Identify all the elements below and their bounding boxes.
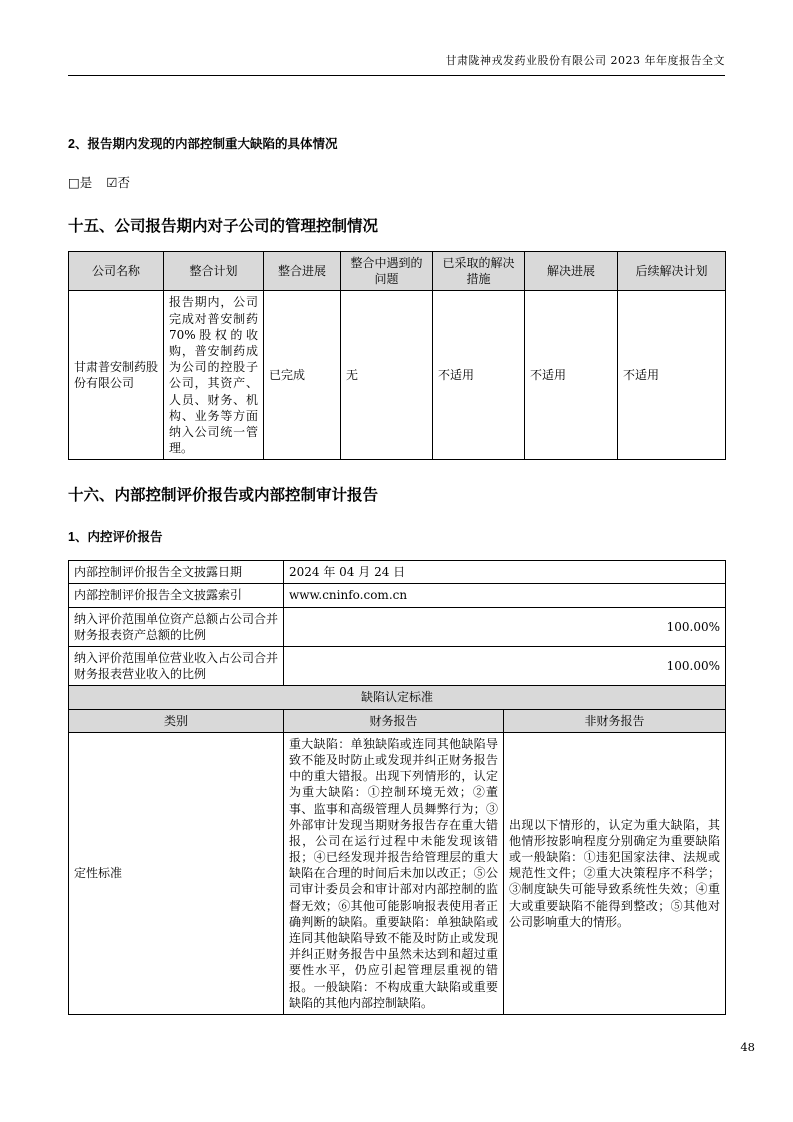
defect-column-header-row: [69, 709, 726, 732]
cell-disclosure-index-label: 内部控制评价报告全文披露索引: [69, 584, 284, 607]
col-header-category: 类别: [69, 709, 284, 732]
cell-qualitative-financial: 重大缺陷：单独缺陷或连同其他缺陷导致不能及时防止或发现并纠正财务报告中的重大错报。出现下列情形的，认定为重大缺陷：①控制环境无效；②董事、监事和高级管理人员舞弊行为；③外部审计发现当期财务报告存在重大错报，公司在运行过程中未能发现该错报；④已经发现并报告给管理层的重大缺陷在合理的时间后未加以改正；⑤公司审计委员会和审计部对内部控制的监督无效；⑥其他可能影响报表使用者正确判断的缺陷。重要缺陷：单独缺陷或连同其他缺陷导致不能及时防止或发现并纠正财务报告中虽然未达到和超过重要性水平，仍应引起管理层重视的错报。一般缺陷：不构成重大缺陷或重要缺陷的其他内部控制缺陷。: [284, 732, 504, 1014]
col-header-measures: 已采取的解决措施: [433, 252, 525, 291]
checkbox-yes: □是: [68, 175, 93, 190]
document-header: [68, 52, 725, 76]
cell-disclosure-date-label: 内部控制评价报告全文披露日期: [69, 561, 284, 584]
col-header-progress: 整合进展: [264, 252, 341, 291]
table-row: [69, 647, 726, 686]
col-header-financial-report: 财务报告: [284, 709, 504, 732]
defect-standard-header-row: [69, 686, 726, 709]
col-header-non-financial-report: 非财务报告: [504, 709, 726, 732]
section-2-title: 2、报告期内发现的内部控制重大缺陷的具体情况: [68, 137, 338, 151]
cell-measures: 不适用: [433, 291, 525, 460]
cell-integration-plan: 报告期内，公司完成对普安制药 70%股权的收购，普安制药成为公司的控股子公司，其资产、人员、财务、机构、业务等方面纳入公司统一管理。: [164, 291, 264, 460]
section-16-title: 十六、内部控制评价报告或内部控制审计报告: [68, 487, 379, 505]
table-row: [69, 561, 726, 584]
col-header-problems: 整合中遇到的问题: [341, 252, 433, 291]
table1-data-row: [69, 291, 726, 460]
cell-disclosure-index-value: www.cninfo.com.cn: [284, 584, 726, 607]
col-header-plan: 整合计划: [164, 252, 264, 291]
cell-company-name: 甘肃普安制药股份有限公司: [69, 291, 164, 460]
cell-integration-progress: 已完成: [264, 291, 341, 460]
cell-problems: 无: [341, 291, 433, 460]
table-row: [69, 584, 726, 607]
cell-disclosure-date-value: 2024 年 04 月 24 日: [284, 561, 726, 584]
col-header-follow-up: 后续解决计划: [618, 252, 726, 291]
cell-qualitative-non-financial: 出现以下情形的，认定为重大缺陷，其他情形按影响程度分别确定为重要缺陷或一般缺陷：①违犯国家法律、法规或规范性文件；②重大决策程序不科学；③制度缺失可能导致系统性失效；④重大或重要缺陷不能得到整改；⑤其他对公司影响重大的情形。: [504, 732, 726, 1014]
cell-revenue-ratio-label: 纳入评价范围单位营业收入占公司合并财务报表营业收入的比例: [69, 647, 284, 686]
subsidiary-control-table: [68, 251, 726, 460]
cell-qualitative-label: 定性标准: [69, 732, 284, 1014]
qualitative-standard-row: [69, 732, 726, 1014]
cell-asset-ratio-label: 纳入评价范围单位资产总额占公司合并财务报表资产总额的比例: [69, 607, 284, 646]
table-row: [69, 607, 726, 646]
page-number: 48: [740, 1040, 755, 1054]
internal-control-evaluation-table: [68, 560, 726, 1015]
section-16-sub1-title: 1、内控评价报告: [68, 530, 163, 545]
document-title: 甘肃陇神戎发药业股份有限公司 2023 年年度报告全文: [445, 54, 725, 67]
cell-asset-ratio-value: 100.00%: [284, 607, 726, 646]
table1-header-row: [69, 252, 726, 291]
cell-defect-standard-header: 缺陷认定标准: [69, 686, 726, 709]
checkbox-no-checked: ☑否: [106, 175, 131, 190]
cell-revenue-ratio-value: 100.00%: [284, 647, 726, 686]
yes-no-checkline: [68, 173, 725, 191]
section-15-title: 十五、公司报告期内对子公司的管理控制情况: [68, 218, 379, 235]
col-header-company: 公司名称: [69, 252, 164, 291]
cell-resolution-progress: 不适用: [525, 291, 618, 460]
col-header-resolution-progress: 解决进展: [525, 252, 618, 291]
cell-follow-up-plan: 不适用: [618, 291, 726, 460]
